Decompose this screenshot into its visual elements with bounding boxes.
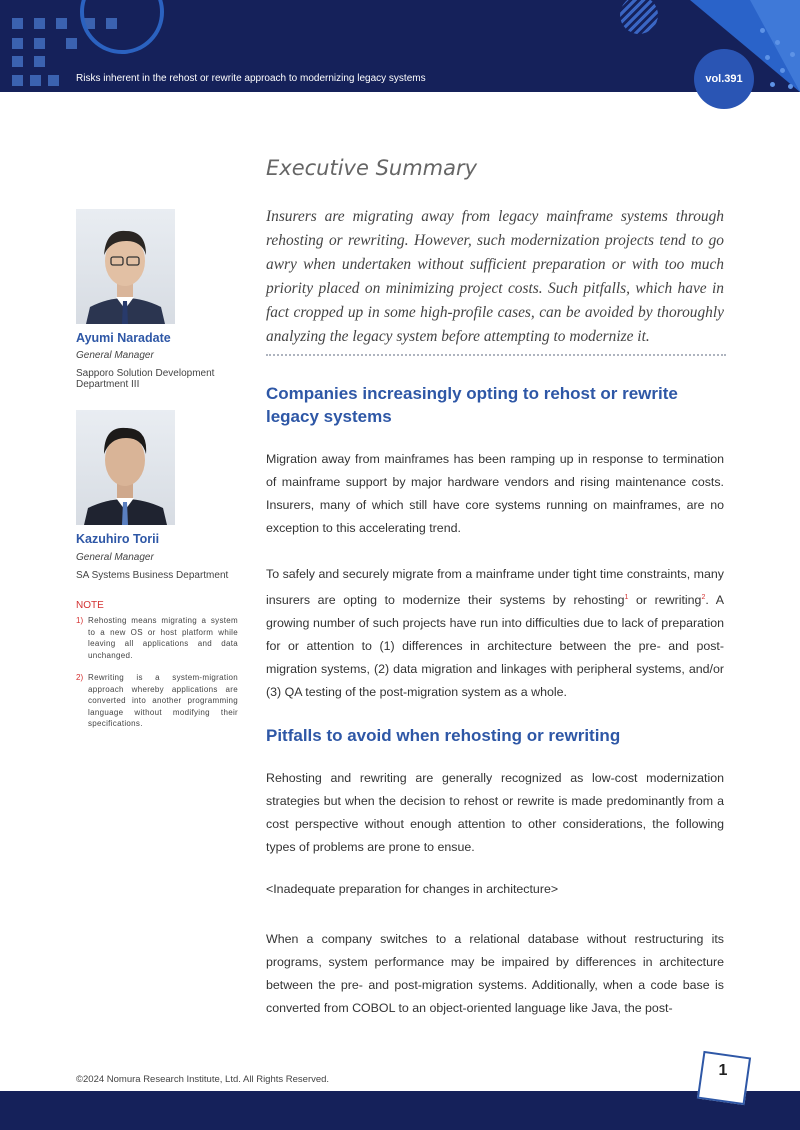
- decor-square: [34, 56, 45, 67]
- paragraph: When a company switches to a relational database without restructuring its programs, system performance may be impaired by differences in architecture between the pre- and post-migration systems. Additionally, when a code base is converted from COBOL to an object-oriented language like Java, the post-: [266, 932, 724, 1015]
- decor-square: [12, 18, 23, 29]
- section-heading: Companies increasingly opting to rehost or rewrite legacy systems: [266, 384, 678, 426]
- decor-square: [66, 38, 77, 49]
- author-department: Sapporo Solution Development Department III: [76, 368, 215, 390]
- note-text: Rewriting is a system-migration approach whereby applications are converted into another programming language without modifying their specifications.: [88, 673, 238, 728]
- header-title: Risks inherent in the rehost or rewrite approach to modernizing legacy systems: [76, 73, 426, 84]
- decor-dot: [780, 68, 785, 73]
- section-heading: Pitfalls to avoid when rehosting or rewriting: [266, 726, 621, 745]
- executive-summary-text: Insurers are migrating away from legacy mainframe systems through rehosting or rewriting. However, such modernization projects tend to go awry when undertaken without sufficient preparation or with too much priority placed on minimizing project costs. Such pitfalls, which have in fact cropped up in some high-profile cases, can be avoided by thoroughly analyzing the legacy system before attempting to modernize it.: [266, 208, 724, 345]
- dotted-divider: [266, 354, 726, 356]
- footnote-ref: 1: [624, 594, 629, 601]
- decor-square: [12, 38, 23, 49]
- decor-square: [56, 18, 67, 29]
- decor-square: [34, 18, 45, 29]
- decor-dot: [790, 52, 795, 57]
- decor-dot: [765, 55, 770, 60]
- decor-ring: [80, 0, 164, 54]
- note-item: [76, 672, 238, 730]
- decor-square: [30, 75, 41, 86]
- executive-summary-title: Executive Summary: [266, 156, 478, 180]
- decor-dot: [770, 82, 775, 87]
- page-header: [0, 0, 800, 92]
- paragraph: Rehosting and rewriting are generally recognized as low-cost modernization strategies but when the decision to rehost or rewrite is made predominantly from a cost perspective without enough attention to other considerations, the following types of problems are prone to ensue.: [266, 771, 724, 854]
- note-heading: NOTE: [76, 600, 104, 611]
- decor-dot: [775, 40, 780, 45]
- person-portrait-icon: [76, 209, 175, 324]
- decor-dot: [760, 28, 765, 33]
- volume-badge: vol.391: [694, 49, 754, 109]
- decor-striped-circle: [620, 0, 658, 34]
- subsection-heading: <Inadequate preparation for changes in architecture>: [266, 882, 559, 896]
- note-item: [76, 615, 238, 661]
- author-role: General Manager: [76, 350, 154, 361]
- decor-square: [48, 75, 59, 86]
- person-portrait-icon: [76, 410, 175, 525]
- footer-bar: [0, 1091, 800, 1130]
- note-number: 2): [76, 673, 84, 682]
- author-photo: [76, 410, 175, 525]
- footnote-ref: 2: [701, 594, 706, 601]
- author-name: Ayumi Naradate: [76, 331, 171, 345]
- decor-square: [12, 56, 23, 67]
- paragraph: [266, 563, 724, 704]
- page-number: 1: [718, 1062, 728, 1079]
- note-text: Rehosting means migrating a system to a new OS or host platform while leaving all applications and data unchanged.: [88, 616, 238, 660]
- copyright-notice: ©2024 Nomura Research Institute, Ltd. All Rights Reserved.: [76, 1074, 330, 1085]
- paragraph-text: To safely and securely migrate from a mainframe under tight time constraints, many insurers are opting to modernize their systems by rehosting: [266, 567, 724, 608]
- decor-square: [34, 38, 45, 49]
- paragraph-text: or rewriting: [628, 593, 702, 608]
- decor-square: [12, 75, 23, 86]
- author-department: SA Systems Business Department: [76, 570, 229, 581]
- paragraph: Migration away from mainframes has been ramping up in response to termination of mainframe support by major hardware vendors and rising maintenance costs. Insurers, many of which still have core systems running on mainframes, are no exception to this accelerating trend.: [266, 452, 724, 535]
- decor-triangle: [750, 0, 800, 92]
- author-name: Kazuhiro Torii: [76, 532, 160, 546]
- paragraph-text: . A growing number of such projects have run into difficulties due to lack of preparation for or attention to (1) differences in architecture between the pre- and post-migration systems, (2) data migration and linkages with peripheral systems, and/or (3) QA testing of the post-migration system as a whole.: [266, 593, 724, 700]
- decor-dot: [788, 84, 793, 89]
- note-number: 1): [76, 616, 84, 625]
- author-role: General Manager: [76, 552, 154, 563]
- author-photo: [76, 209, 175, 324]
